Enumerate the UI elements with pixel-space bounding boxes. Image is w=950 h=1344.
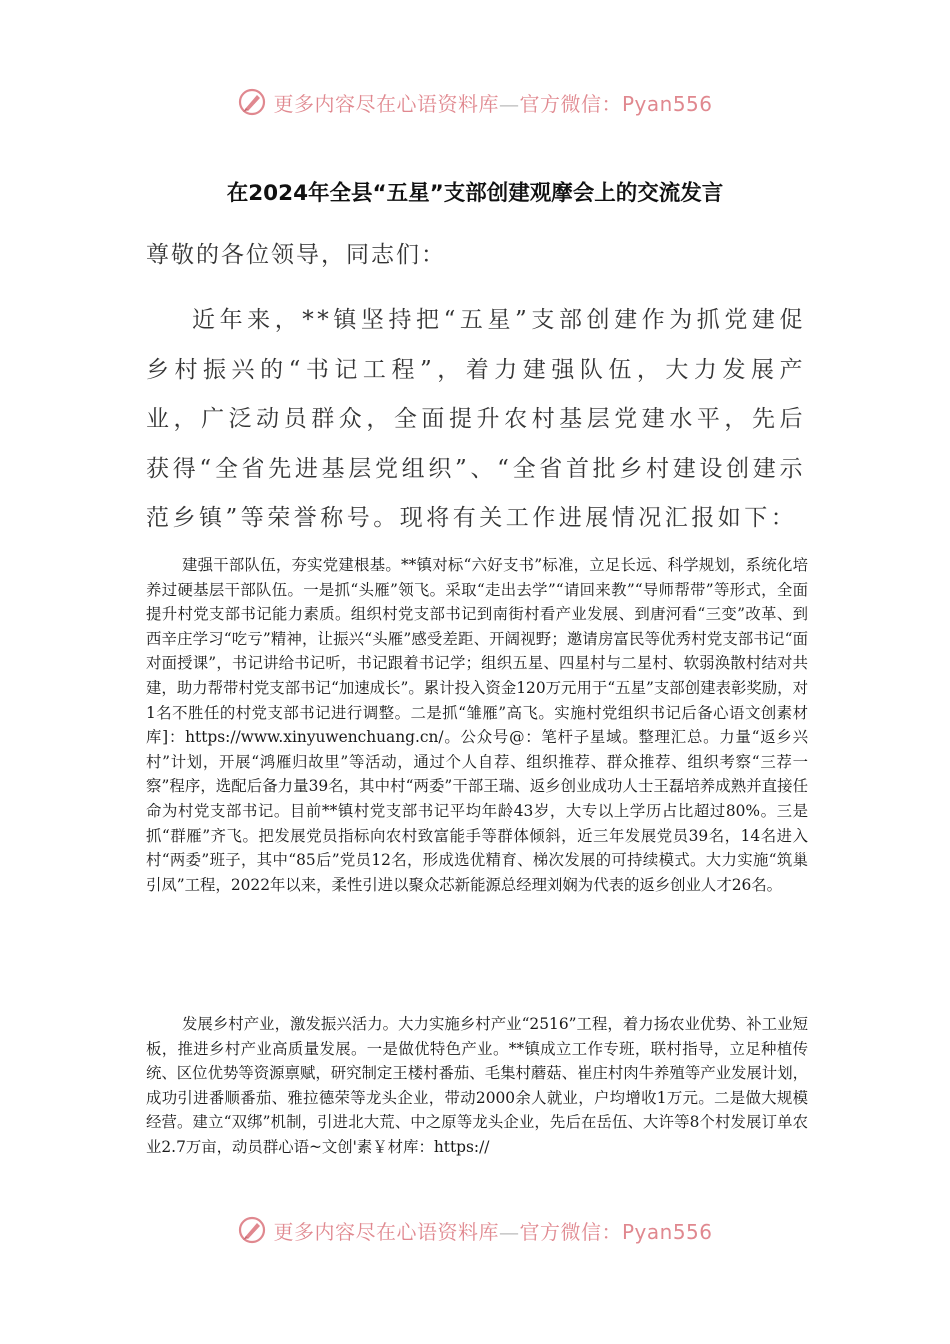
watermark-text: 更多内容尽在心语资料库—官方微信：Pyan556: [273, 1219, 713, 1244]
watermark-text: 更多内容尽在心语资料库—官方微信：Pyan556: [273, 91, 713, 116]
body-paragraph-industry: 发展乡村产业，激发振兴活力。大力实施乡村产业“2516”工程，着力扬农业优势、补工业短板，推进乡村产业高质量发展。一是做优特色产业。**镇成立工作专班，联村指导，立足种植传统、区位优势等资源禀赋，研究制定王楼村番茄、毛集村蘑菇、崔庄村肉牛养殖等产业发展计划，成功引进番顺番茄、雅拉德荣等龙头企业，带动2000余人就业，户均增收1万元。二是做大规模经营。建立“双绑”机制，引进北大荒、中之原等龙头企业，先后在岳伍、大许等8个村发展订单农业2.7万亩，动员群心语~文创'素￥材库：https://: [146, 1015, 808, 1156]
watermark-banner-bottom: [0, 1210, 950, 1250]
body-paragraph-cadres: 建强干部队伍，夯实党建根基。**镇对标“六好支书”标准，立足长远、科学规划，系统化培养过硬基层干部队伍。一是抓“头雁”领飞。采取“走出去学”“请回来教”“导师帮带”等形式，全面提升村党支部书记能力素质。组织村党支部书记到南街村看产业发展、到唐河看“三变”改革、到西辛庄学习“吃亏”精神，让振兴“头雁”感受差距、开阔视野；邀请房富民等优秀村党支部书记“面对面授课”，书记讲给书记听，书记跟着书记学；组织五星、四星村与二星村、软弱涣散村结对共建，助力帮带村党支部书记“加速成长”。累计投入资金120万元用于“五星”支部创建表彰奖励，对1名不胜任的村党支部书记进行调整。二是抓“雏雁”高飞。实施村党组织书记后备心语文创素材库]：https://www.xinyuwenchuang.cn/。公众号@：笔杆子星域。整理汇总。力量“返乡兴村”计划，开展“鸿雁归故里”等活动，通过个人自荐、组织推荐、群众推荐、组织考察“三荐一察”程序，选配后备力量39名，其中村“两委”干部王瑞、返乡创业成功人士王磊培养成熟并直接任命为村党支部书记。目前**镇村党支部书记平均年龄43岁，大专以上学历占比超过80%。三是抓“群雁”齐飞。把发展党员指标向农村致富能手等群体倾斜，近三年发展党员39名，14名进入村“两委”班子，其中“85后”党员12名，形成选优精育、梯次发展的可持续模式。大力实施“筑巢引凤”工程，2022年以来，柔性引进以聚众芯新能源总经理刘娴为代表的返乡创业人才26名。: [146, 556, 808, 894]
document-title: 在2024年全县“五星”支部创建观摩会上的交流发言: [226, 181, 724, 206]
watermark-banner-top: [0, 82, 950, 122]
greeting: 尊敬的各位领导，同志们：: [146, 242, 446, 268]
pen-logo-icon: [237, 1215, 267, 1245]
pen-logo-icon: [237, 87, 267, 117]
lead-paragraph: 近年来，**镇坚持把“五星”支部创建作为抓党建促乡村振兴的“书记工程”，着力建强队伍，大力发展产业，广泛动员群众，全面提升农村基层党建水平，先后获得“全省先进基层党组织”、“全省首批乡村建设创建示范乡镇”等荣誉称号。现将有关工作进展情况汇报如下：: [146, 307, 806, 531]
